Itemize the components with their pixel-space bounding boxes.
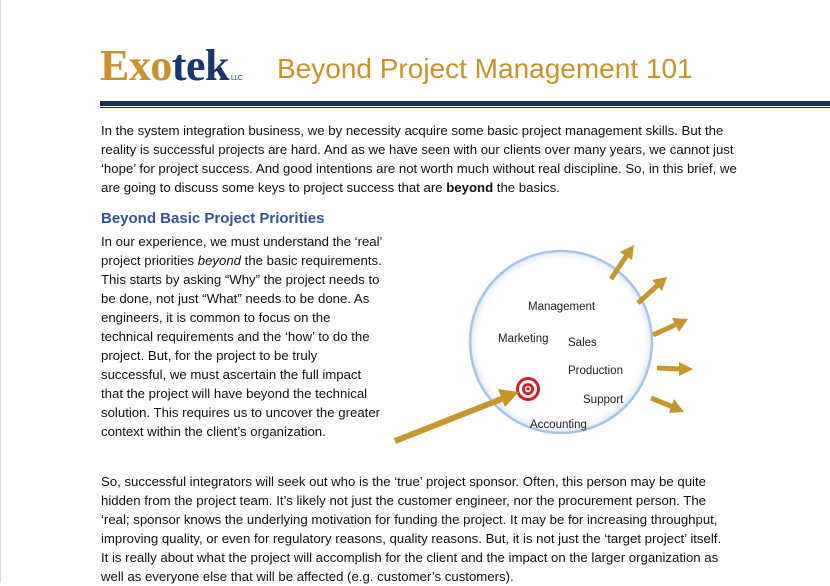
logo-suffix: LLC [231,75,243,82]
outgoing-arrow-icon [653,318,688,335]
outgoing-arrow-icon [638,277,667,303]
intro-text: In the system integration business, we by necessity acquire some basic project management skills. But the reality is successful projects are hard. And as we have seen with our clients over many years, we cannot just ‘hope’ for project success. And good intentions are not worth much without real discipline. So, in this brief, we are going to discuss some keys to project success that are [101,123,737,195]
closing-paragraph: So, successful integrators will seek out who is the ‘true’ project sponsor. Often, this person may be quite hidden from the project team. It’s likely not just the customer engineer, nor the procurement person. The ‘real; sponsor knows the underlying motivation for funding the project. It may be for increasing throughput, improving quality, or even for regulatory reasons, quality reasons. But, it is not just the ‘target project’ itself. It is really about what the project will accomplish for the client and the impact on the larger organization as well as everyone else that will be affected (e.g. customer’s customers). [101,474,722,584]
section-paragraph [101,232,386,441]
label-support: Support [583,394,624,406]
header-rule-thin [100,107,830,108]
exotek-logo [100,41,243,90]
label-management: Management [528,301,596,313]
label-marketing: Marketing [498,333,549,345]
outgoing-arrow-icon [651,398,684,413]
section-text-1: In our experience, we must understand the ‘real’ project priorities [101,234,383,268]
target-icon [516,377,540,401]
intro-bold-word: beyond [446,180,494,195]
label-production: Production [568,365,623,377]
logo-accent-text: tek [171,41,230,90]
incoming-arrow-icon [395,389,519,441]
page-title: Beyond Project Management 101 [277,53,693,84]
section-italic-word: beyond [197,253,242,268]
label-accounting: Accounting [530,419,587,431]
intro-paragraph [101,121,741,197]
outgoing-arrow-icon [657,362,693,376]
header-rule-thick [100,101,830,106]
logo-main-text: Exo [100,41,172,90]
intro-text-end: the basics. [493,180,560,195]
section-heading: Beyond Basic Project Priorities [101,210,325,227]
organization-diagram [385,235,715,465]
label-sales: Sales [568,337,597,349]
section-text-2: the basic requirements. This starts by asking “Why” the project needs to be done, not just “What” needs to be done. As engineers, it is common to focus on the technical requirements and the ‘how’ to do the project. But, for the project to be truly successful, we must ascertain the full impact that the project will have beyond the technical solution. This requires us to uncover the greater context within the client’s organization. [101,253,382,439]
